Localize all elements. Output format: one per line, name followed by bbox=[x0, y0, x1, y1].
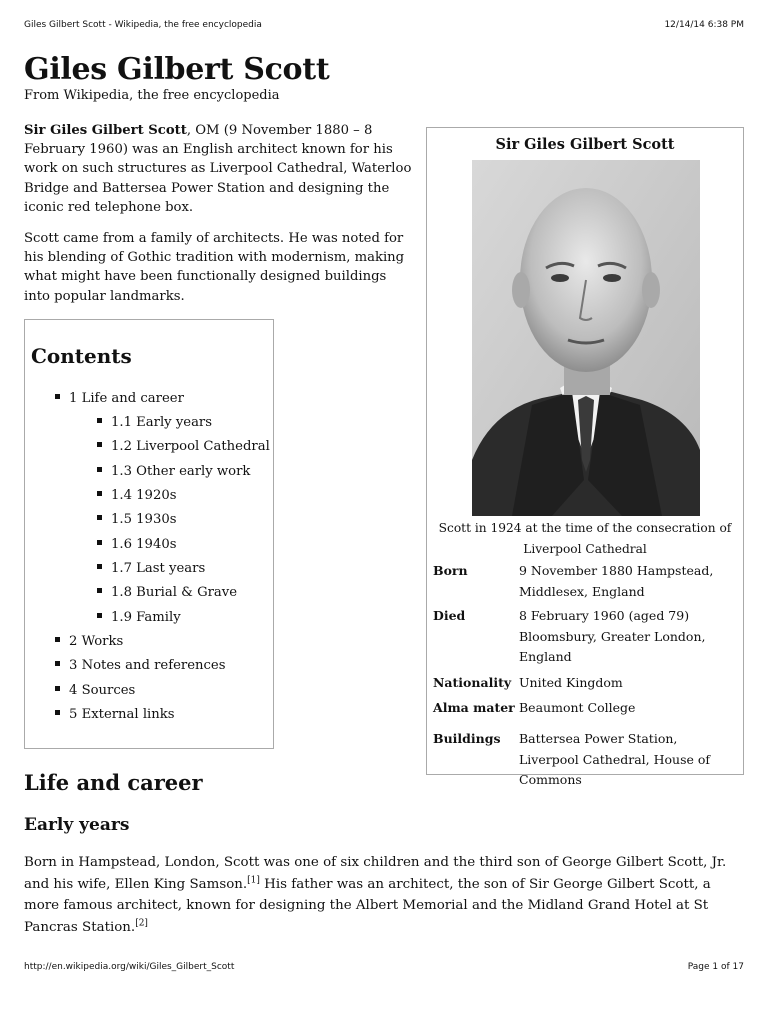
bullet-icon bbox=[55, 661, 60, 666]
toc-item[interactable] bbox=[97, 487, 177, 505]
toc-item-label[interactable]: 2 Works bbox=[69, 634, 124, 649]
page-title: Giles Gilbert Scott bbox=[24, 52, 330, 87]
toc-item[interactable] bbox=[55, 657, 225, 675]
portrait-caption: Scott in 1924 at the time of the consecration of Liverpool Cathedral bbox=[438, 521, 732, 556]
bullet-icon bbox=[97, 564, 102, 569]
lead-paragraph-1 bbox=[24, 121, 416, 217]
toc-item-label[interactable]: 1.5 1930s bbox=[111, 512, 177, 527]
toc-item-label[interactable]: 1.1 Early years bbox=[111, 415, 213, 430]
bullet-icon bbox=[97, 418, 102, 423]
toc-item[interactable] bbox=[97, 560, 205, 578]
reference-link-1[interactable]: [1] bbox=[247, 875, 260, 886]
print-header bbox=[24, 20, 744, 30]
toc-item[interactable] bbox=[55, 390, 184, 408]
toc-item[interactable] bbox=[97, 463, 250, 481]
lead-paragraph-2: Scott came from a family of architects. He was noted for his blending of Gothic tradition with modernism, making what might have been functionally designed buildings into popular landmarks. bbox=[24, 231, 405, 304]
toc-item[interactable] bbox=[55, 633, 123, 651]
toc-item-label[interactable]: 1.6 1940s bbox=[111, 537, 177, 552]
bullet-icon bbox=[97, 442, 102, 447]
infobox-label: Alma mater bbox=[433, 700, 515, 715]
print-footer bbox=[24, 962, 744, 972]
print-footer-page: Page 1 of 17 bbox=[687, 962, 744, 972]
infobox-title: Sir Giles Gilbert Scott bbox=[495, 136, 675, 153]
bullet-icon bbox=[97, 540, 102, 545]
early-years-paragraph bbox=[24, 852, 746, 938]
lead-paragraph-1-text: , OM (9 November 1880 – 8 February 1960) was an English architect known for his work on such structures as Liverpool Cathedral, Waterloo Bridge and Battersea Power Station and designing the iconic red telephone box. bbox=[24, 123, 412, 215]
toc-item[interactable] bbox=[97, 536, 177, 554]
bullet-icon bbox=[97, 613, 102, 618]
infobox-row-died bbox=[433, 606, 737, 668]
toc-heading: Contents bbox=[31, 344, 132, 368]
toc-item-label[interactable]: 1.4 1920s bbox=[111, 488, 177, 503]
infobox-row-alma-mater bbox=[433, 698, 737, 718]
bullet-icon bbox=[97, 467, 102, 472]
toc-item-label[interactable]: 5 External links bbox=[69, 707, 175, 722]
toc-item[interactable] bbox=[97, 584, 237, 602]
portrait-image bbox=[472, 160, 700, 516]
toc-item-label[interactable]: 1.9 Family bbox=[111, 610, 181, 625]
infobox-label: Died bbox=[433, 608, 466, 623]
infobox-row-nationality bbox=[433, 673, 737, 693]
print-header-date: 12/14/14 6:38 PM bbox=[664, 20, 744, 30]
bullet-icon bbox=[97, 588, 102, 593]
toc-item[interactable] bbox=[55, 682, 135, 700]
infobox-value: Battersea Power Station, Liverpool Cathedral, House of Commons bbox=[519, 731, 711, 787]
toc-item-label[interactable]: 1.2 Liverpool Cathedral bbox=[111, 439, 270, 454]
bullet-icon bbox=[55, 394, 60, 399]
infobox-value: 8 February 1960 (aged 79) Bloomsbury, Greater London, England bbox=[519, 608, 706, 664]
toc-item-label[interactable]: 3 Notes and references bbox=[69, 658, 226, 673]
table-of-contents bbox=[24, 319, 274, 749]
infobox-row-born bbox=[433, 561, 737, 603]
infobox-value: 9 November 1880 Hampstead, Middlesex, England bbox=[519, 563, 714, 599]
early-years-text-1: Born in Hampstead, London, Scott was one of six children and the third son of George Gilbert Scott, Jr. and his wife, Ellen King Samson. bbox=[24, 855, 727, 892]
lead-subject-bold: Sir Giles Gilbert Scott bbox=[24, 123, 187, 138]
print-header-title: Giles Gilbert Scott - Wikipedia, the free encyclopedia bbox=[24, 20, 262, 30]
toc-item-label[interactable]: 1.8 Burial & Grave bbox=[111, 585, 238, 600]
infobox-value: United Kingdom bbox=[519, 675, 623, 690]
infobox-value: Beaumont College bbox=[519, 700, 636, 715]
section-heading-life-and-career: Life and career bbox=[24, 770, 203, 795]
portrait-photo[interactable] bbox=[472, 160, 700, 516]
bullet-icon bbox=[97, 515, 102, 520]
infobox bbox=[426, 127, 744, 787]
early-years-text-2: His father was an architect, the son of Sir George Gilbert Scott, a more famous architect, known for designing the Albert Memorial and the Midland Grand Hotel at St Pancras Station. bbox=[24, 876, 711, 935]
toc-item[interactable] bbox=[97, 609, 181, 627]
infobox-row-buildings bbox=[433, 729, 737, 787]
page-tagline: From Wikipedia, the free encyclopedia bbox=[24, 88, 280, 103]
reference-link-2[interactable]: [2] bbox=[135, 918, 148, 929]
toc-item-label[interactable]: 1 Life and career bbox=[69, 391, 184, 406]
toc-item[interactable] bbox=[97, 414, 212, 432]
toc-item-label[interactable]: 4 Sources bbox=[69, 683, 136, 698]
infobox-label: Born bbox=[433, 563, 468, 578]
bullet-icon bbox=[55, 637, 60, 642]
bullet-icon bbox=[97, 491, 102, 496]
bullet-icon bbox=[55, 710, 60, 715]
toc-item-label[interactable]: 1.3 Other early work bbox=[111, 464, 251, 479]
infobox-label: Buildings bbox=[433, 731, 501, 746]
toc-item[interactable] bbox=[55, 706, 175, 724]
print-footer-url: http://en.wikipedia.org/wiki/Giles_Gilbert_Scott bbox=[24, 962, 235, 972]
toc-item-label[interactable]: 1.7 Last years bbox=[111, 561, 206, 576]
subsection-heading-early-years: Early years bbox=[24, 815, 130, 835]
bullet-icon bbox=[55, 686, 60, 691]
infobox-label: Nationality bbox=[433, 675, 512, 690]
toc-item[interactable] bbox=[97, 438, 270, 456]
toc-item[interactable] bbox=[97, 511, 177, 529]
